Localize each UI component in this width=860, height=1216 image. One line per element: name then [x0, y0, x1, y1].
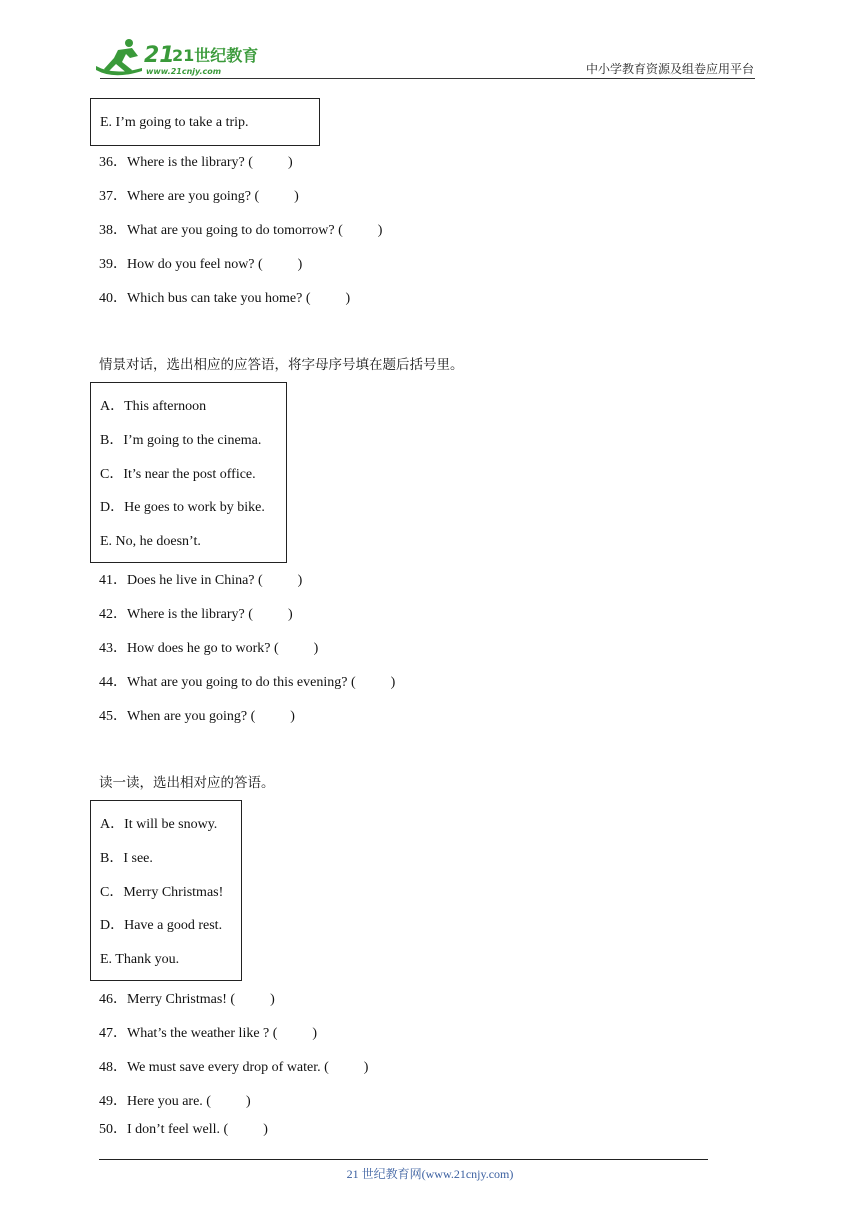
section-2-options-box	[90, 800, 242, 981]
site-logo	[94, 36, 264, 80]
option-d: D．He goes to work by bike.	[100, 500, 265, 515]
platform-name: 中小学教育资源及组卷应用平台	[585, 62, 754, 76]
option-a: A．It will be snowy.	[100, 817, 218, 832]
option-c: C．It’s near the post office.	[100, 467, 256, 482]
section-1-options-box	[90, 382, 287, 563]
question-37: 37．Where are you going? ( )	[99, 189, 299, 204]
option-e: E. Thank you.	[100, 952, 180, 967]
section-2-instruction: 读一读，选出相对应的答语。	[99, 775, 275, 791]
question-39: 39．How do you feel now? ( )	[99, 257, 303, 272]
question-45: 45．When are you going? ( )	[99, 709, 295, 724]
section-1-instruction: 情景对话，选出相应的应答语，将字母序号填在题后括号里。	[99, 357, 464, 373]
footer-divider	[99, 1159, 708, 1160]
option-e: E. I’m going to take a trip.	[100, 115, 249, 130]
question-49: 49．Here you are. ( )	[99, 1094, 251, 1109]
question-50: 50．I don’t feel well. ( )	[99, 1122, 268, 1137]
question-42: 42．Where is the library? ( )	[99, 607, 293, 622]
svg-text:21世纪教育: 21世纪教育	[172, 46, 259, 65]
question-46: 46．Merry Christmas! ( )	[99, 992, 275, 1007]
question-38: 38．What are you going to do tomorrow? ( )	[99, 223, 383, 238]
option-c: C．Merry Christmas!	[100, 885, 224, 900]
question-41: 41．Does he live in China? ( )	[99, 573, 303, 588]
question-36: 36．Where is the library? ( )	[99, 155, 293, 170]
header-divider	[100, 78, 755, 79]
option-b: B．I’m going to the cinema.	[100, 433, 262, 448]
options-box-continued	[90, 98, 320, 146]
question-48: 48．We must save every drop of water. ( )	[99, 1060, 369, 1075]
svg-text:www.21cnjy.com: www.21cnjy.com	[146, 67, 222, 76]
svg-text:21: 21	[144, 43, 175, 68]
option-d: D．Have a good rest.	[100, 918, 223, 933]
page-header	[0, 0, 860, 84]
option-b: B．I see.	[100, 851, 153, 866]
question-44: 44．What are you going to do this evening? ( )	[99, 675, 396, 690]
question-40: 40．Which bus can take you home? ( )	[99, 291, 351, 306]
question-47: 47．What’s the weather like ? ( )	[99, 1026, 318, 1041]
option-e: E. No, he doesn’t.	[100, 534, 201, 549]
option-a: A．This afternoon	[100, 399, 207, 414]
question-43: 43．How does he go to work? ( )	[99, 641, 319, 656]
footer-text: 21 世纪教育网(www.21cnjy.com)	[346, 1167, 514, 1181]
